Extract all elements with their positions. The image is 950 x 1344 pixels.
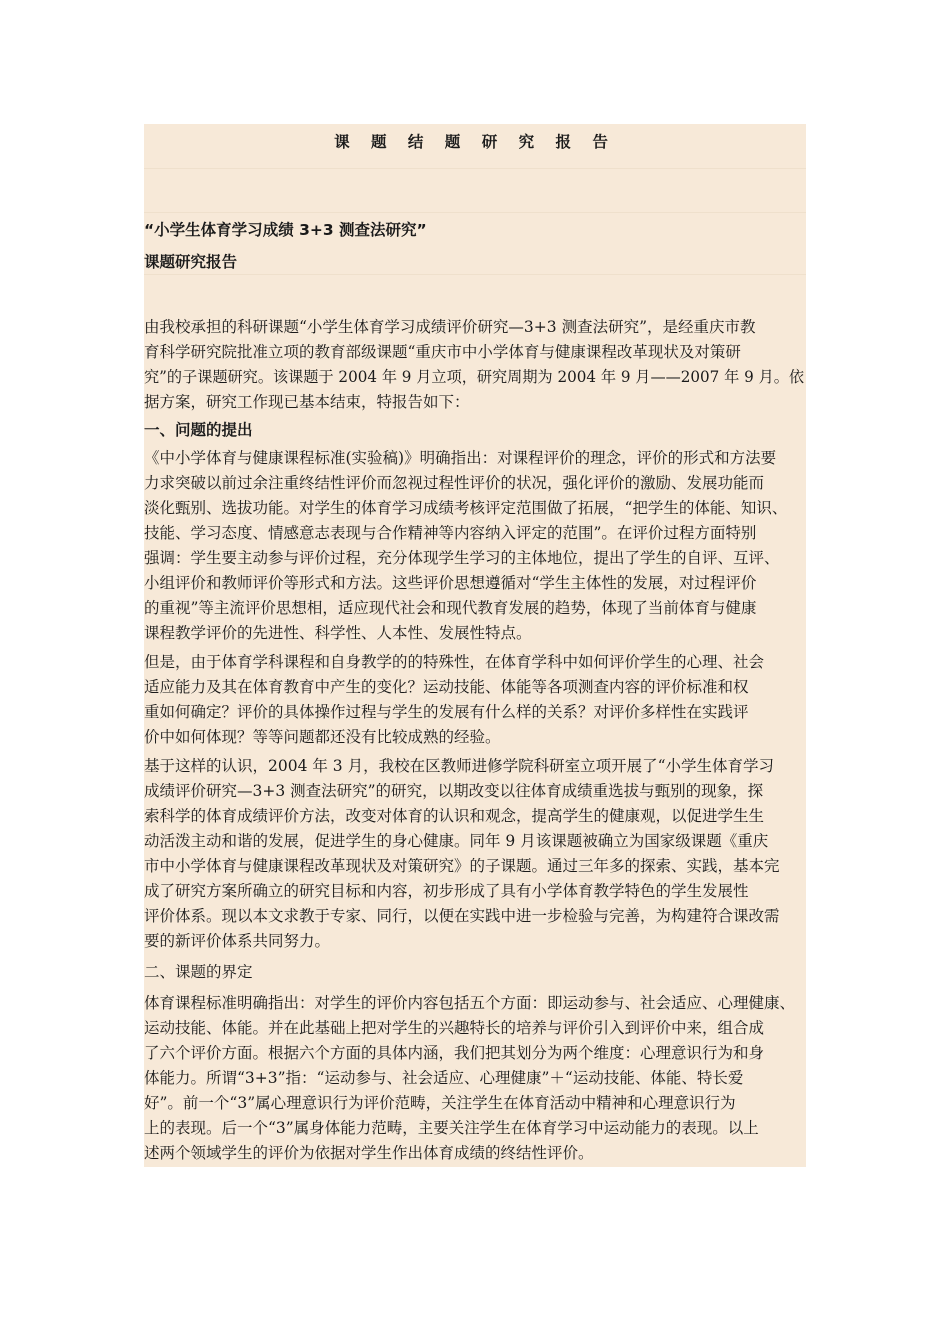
- section2-p1-line: 体育课程标准明确指出：对学生的评价内容包括五个方面：即运动参与、社会适应、心理健康、: [144, 994, 796, 1012]
- report-label: 课题研究报告: [144, 253, 238, 271]
- intro-line: 育科学研究院批准立项的教育部级课题“重庆市中小学体育与健康课程改革现状及对策研: [144, 343, 741, 361]
- document-page: [144, 124, 806, 1167]
- section1-p1-line: 技能、学习态度、情感意志表现与合作精神等内容纳入评定的范围”。在评价过程方面特别: [144, 524, 757, 542]
- section2-p1-line: 好”。前一个“3”属心理意识行为评价范畴，关注学生在体育活动中精神和心理意识行为: [144, 1094, 736, 1112]
- section2-p1-line: 述两个领域学生的评价为依据对学生作出体育成绩的终结性评价。: [144, 1144, 594, 1162]
- section2-p1-line: 体能力。所谓“3+3”指：“运动参与、社会适应、心理健康”＋“运动技能、体能、特长爱: [144, 1069, 744, 1087]
- section1-p3-line: 成绩评价研究—3+3 测查法研究”的研究，以期改变以往体育成绩重选拔与甄别的现象，探: [144, 782, 764, 800]
- section1-p1-line: 小组评价和教师评价等形式和方法。这些评价思想遵循对“学生主体性的发展，对过程评价: [144, 574, 757, 592]
- intro-line: 据方案，研究工作现已基本结束，特报告如下：: [144, 393, 470, 411]
- section1-p1-line: 强调：学生要主动参与评价过程，充分体现学生学习的主体地位，提出了学生的自评、互评、: [144, 549, 780, 567]
- document-title: 课 题 结 题 研 究 报 告: [334, 133, 616, 151]
- section1-p2-line: 但是，由于体育学科课程和自身教学的的特殊性，在体育学科中如何评价学生的心理、社会: [144, 653, 765, 671]
- divider: [144, 274, 806, 275]
- section2-p1-line: 运动技能、体能。并在此基础上把对学生的兴趣特长的培养与评价引入到评价中来，组合成: [144, 1019, 765, 1037]
- section1-p3-line: 评价体系。现以本文求教于专家、同行，以便在实践中进一步检验与完善，为构建符合课改需: [144, 907, 780, 925]
- divider: [144, 168, 806, 169]
- section2-p1-line: 了六个评价方面。根据六个方面的具体内涵，我们把其划分为两个维度：心理意识行为和身: [144, 1044, 765, 1062]
- section1-p2-line: 适应能力及其在体育教育中产生的变化？运动技能、体能等各项测查内容的评价标准和权: [144, 678, 749, 696]
- section1-p1-line: 的重视”等主流评价思想相，适应现代社会和现代教育发展的趋势，体现了当前体育与健康: [144, 599, 757, 617]
- section1-p2-line: 重如何确定？评价的具体操作过程与学生的发展有什么样的关系？对评价多样性在实践评: [144, 703, 749, 721]
- section1-p3-line: 动活泼主动和谐的发展，促进学生的身心健康。同年 9 月该课题被确立为国家级课题《重庆: [144, 832, 769, 850]
- section1-p1-line: 《中小学体育与健康课程标准(实验稿)》明确指出：对课程评价的理念，评价的形式和方法要: [144, 449, 777, 467]
- intro-line: 究”的子课题研究。该课题于 2004 年 9 月立项，研究周期为 2004 年 9 月——2007 年 9 月。依: [144, 368, 805, 386]
- section1-p2-line: 价中如何体现？等等问题都还没有比较成熟的经验。: [144, 728, 501, 746]
- divider: [144, 212, 806, 213]
- section1-p3-line: 市中小学体育与健康课程改革现状及对策研究》的子课题。通过三年多的探索、实践，基本完: [144, 857, 780, 875]
- intro-line: 由我校承担的科研课题“小学生体育学习成绩评价研究—3+3 测查法研究”，是经重庆市教: [144, 318, 756, 336]
- section2-heading: 二、课题的界定: [144, 963, 253, 981]
- section1-p3-line: 索科学的体育成绩评价方法，改变对体育的认识和观念，提高学生的健康观，以促进学生生: [144, 807, 765, 825]
- section1-p1-line: 淡化甄别、选拔功能。对学生的体育学习成绩考核评定范围做了拓展，“把学生的体能、知识、: [144, 499, 788, 517]
- section1-p1-line: 课程教学评价的先进性、科学性、人本性、发展性特点。: [144, 624, 532, 642]
- section1-p3-line: 要的新评价体系共同努力。: [144, 932, 331, 950]
- project-subtitle: “小学生体育学习成绩 3+3 测查法研究”: [144, 221, 427, 239]
- section1-p3-line: 基于这样的认识，2004 年 3 月，我校在区教师进修学院科研室立项开展了“小学生体育学习: [144, 757, 775, 775]
- section1-p1-line: 力求突破以前过余注重终结性评价而忽视过程性评价的状况，强化评价的激励、发展功能而: [144, 474, 765, 492]
- section2-p1-line: 上的表现。后一个“3”属身体能力范畴，主要关注学生在体育学习中运动能力的表现。以上: [144, 1119, 759, 1137]
- section1-heading: 一、问题的提出: [144, 421, 253, 439]
- section1-p3-line: 成了研究方案所确立的研究目标和内容，初步形成了具有小学体育教学特色的学生发展性: [144, 882, 749, 900]
